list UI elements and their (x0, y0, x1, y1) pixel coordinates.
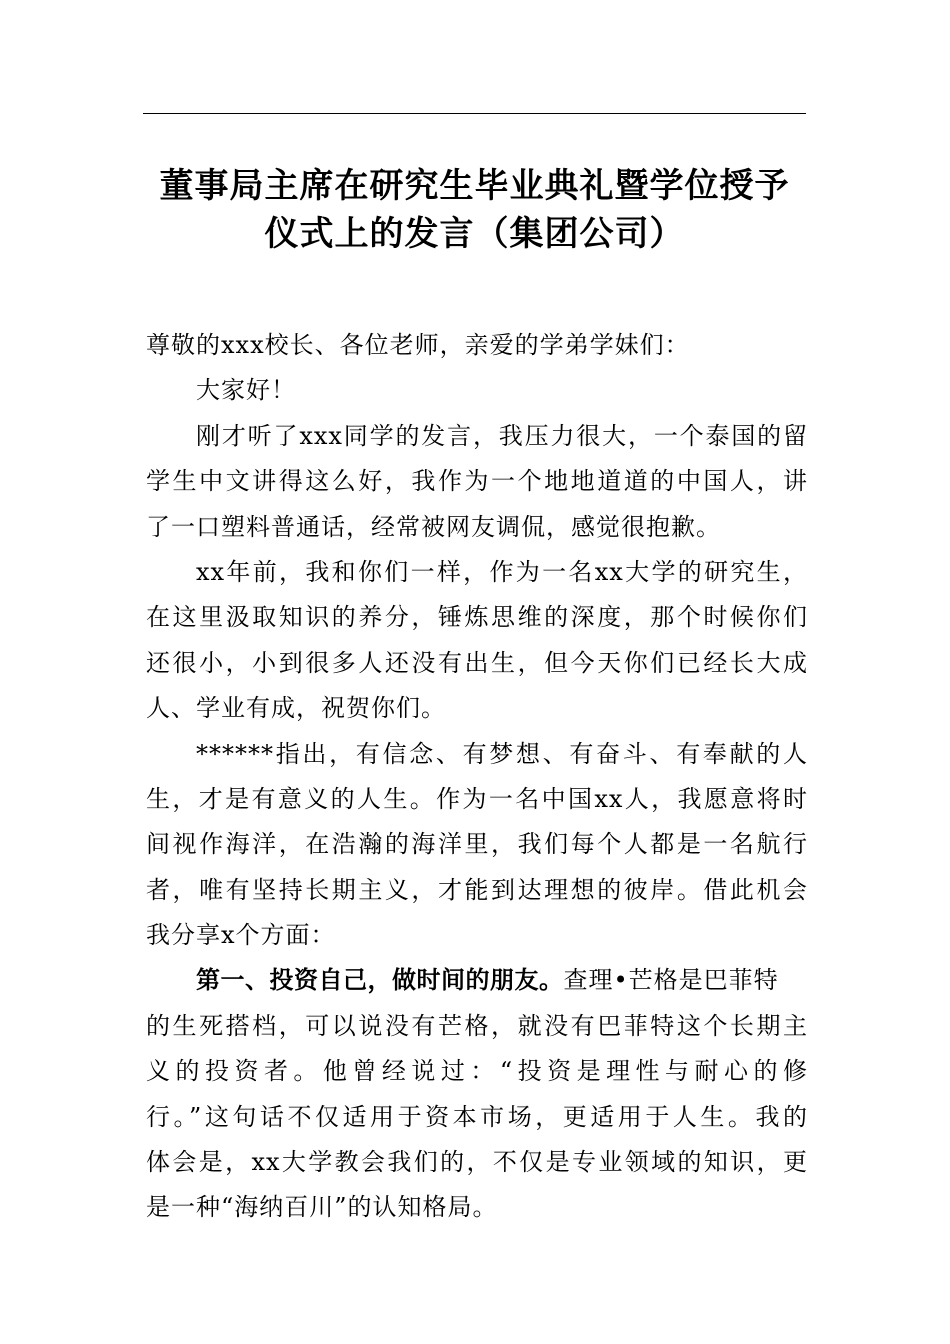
paragraph-4-line: 行。”这句话不仅适用于资本市场，更适用于人生。我的 (146, 1102, 808, 1131)
paragraph-2-line: 在这里汲取知识的养分，锤炼思维的深度，那个时候你们 (146, 603, 808, 632)
greeting: 大家好！ (196, 376, 296, 405)
paragraph-4-line: 是一种“海纳百川”的认知格局。 (146, 1193, 498, 1222)
paragraph-3-line: 我分享x个方面： (146, 921, 336, 950)
paragraph-4-first-line-text: 查理•芒格是巴菲特 (563, 966, 779, 995)
paragraph-1-line: 了一口塑料普通话，经常被网友调侃，感觉很抱歉。 (146, 512, 721, 541)
paragraph-4-line: 的生死搭档，可以说没有芒格，就没有巴菲特这个长期主 (146, 1011, 808, 1040)
paragraph-1-line: 学生中文讲得这么好，我作为一个地地道道的中国人，讲 (146, 467, 808, 496)
paragraph-2-line: 还很小，小到很多人还没有出生，但今天你们已经长大成 (146, 648, 808, 677)
document-body (146, 323, 808, 1231)
paragraph-4-line: 体会是，xx大学教会我们的，不仅是专业领域的知识，更 (146, 1148, 808, 1177)
title-line-2: 仪式上的发言（集团公司） (264, 214, 685, 254)
paragraph-4-first-line (146, 958, 808, 1003)
paragraph-3-line: ******指出，有信念、有梦想、有奋斗、有奉献的人 (196, 739, 808, 768)
paragraph-4-line: 义的投资者。他曾经说过：“投资是理性与耐心的修 (146, 1057, 808, 1086)
salutation: 尊敬的xxx校长、各位老师，亲爱的学弟学妹们： (146, 331, 690, 359)
section-heading: 第一、投资自己，做时间的朋友。 (196, 966, 564, 995)
header-rule (143, 113, 806, 114)
paragraph-2-line: 人、学业有成，祝贺你们。 (146, 694, 446, 723)
paragraph-1-line: 刚才听了xxx同学的发言，我压力很大，一个泰国的留 (196, 421, 808, 450)
paragraph-3-line: 生，才是有意义的人生。作为一名中国xx人，我愿意将时 (146, 784, 808, 813)
paragraph-3-line: 间视作海洋，在浩瀚的海洋里，我们每个人都是一名航行 (146, 830, 808, 859)
paragraph-2-line: xx年前，我和你们一样，作为一名xx大学的研究生， (196, 557, 808, 586)
document-title (143, 162, 806, 258)
paragraph-3-line: 者，唯有坚持长期主义，才能到达理想的彼岸。借此机会 (146, 875, 808, 904)
title-line-1: 董事局主席在研究生毕业典礼暨学位授予 (159, 166, 790, 206)
